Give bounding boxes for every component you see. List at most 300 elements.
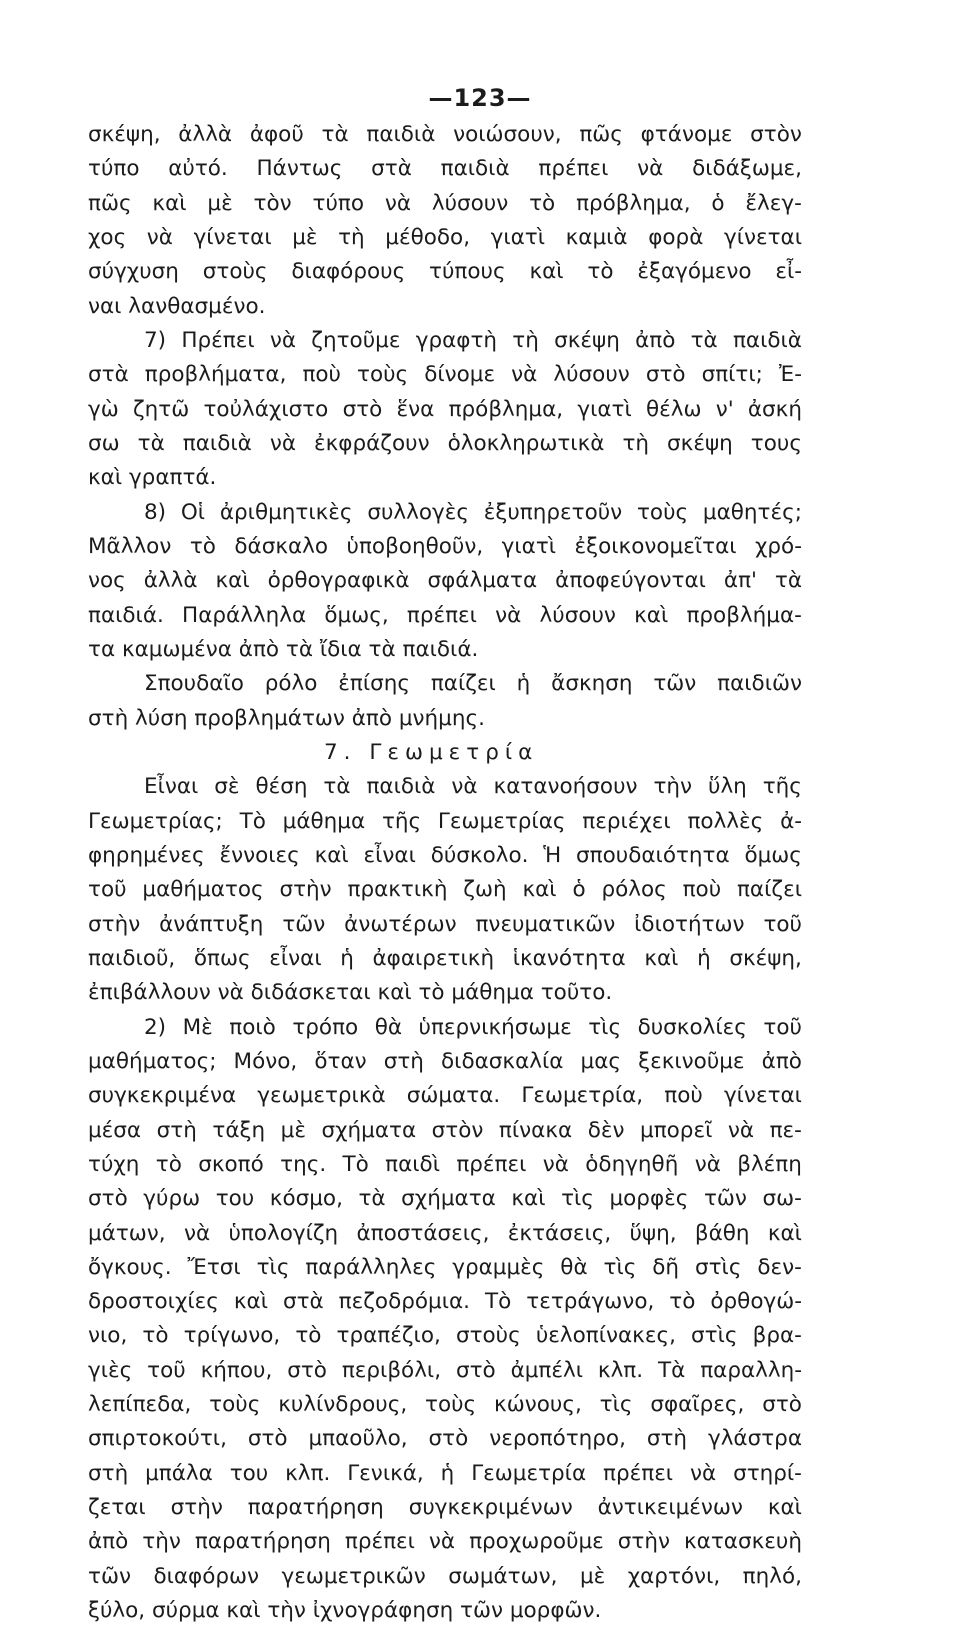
word: Τὸ — [239, 808, 266, 834]
word: ἀριθμητικὲς — [219, 499, 353, 525]
word: κώνους, — [494, 1392, 582, 1418]
word: τύπο — [312, 190, 364, 216]
word: ὕψη, — [629, 1220, 677, 1246]
text-line — [88, 1319, 802, 1353]
word: κόσμο, — [269, 1186, 343, 1212]
word: μὲ — [207, 190, 233, 216]
word: στὴ — [88, 1460, 129, 1486]
word: ἀπὸ — [88, 1529, 129, 1555]
word: ζωὴ — [463, 877, 507, 903]
word: γιὲς — [88, 1357, 133, 1383]
word: μας — [580, 1048, 621, 1074]
word: σω — [88, 430, 120, 456]
word: μὲ — [579, 1563, 606, 1589]
word: περιέχει — [582, 808, 671, 834]
text-line — [88, 118, 802, 152]
word: ἀπὸ — [635, 327, 676, 353]
word: τῶν — [88, 1563, 131, 1589]
word: σπιρτοκούτι, — [88, 1426, 227, 1452]
word: πρέπει — [406, 602, 477, 628]
word: διδασκαλία — [441, 1048, 564, 1074]
word: στὰ — [282, 1289, 324, 1315]
word: πρακτικὴ — [347, 877, 448, 903]
word: ἕνα — [396, 396, 435, 422]
word: ὕλη — [708, 774, 747, 800]
text-line: καὶ γραπτά. — [88, 465, 217, 491]
word: ἡ — [516, 671, 531, 697]
text-line — [88, 1491, 802, 1525]
word: 7) — [144, 327, 167, 353]
word: τὰ — [358, 1186, 386, 1212]
word: γὼ — [88, 396, 119, 422]
word: τραπέζιο, — [336, 1323, 441, 1349]
word: ἐπίσης — [338, 671, 410, 697]
word: παιδιὰ — [366, 122, 436, 147]
word: μπάλα — [145, 1460, 213, 1486]
word: ὄγκους. — [88, 1254, 172, 1280]
word: 8) — [144, 499, 167, 525]
word: ὀρθογραφικὰ — [267, 568, 410, 594]
word: τὶς — [256, 1254, 290, 1280]
word: πρέπει — [538, 156, 609, 182]
word: ὑποβοηθοῦν, — [346, 533, 484, 559]
word: παιδιὰ — [732, 327, 802, 353]
word: στὸ — [645, 362, 686, 388]
word: δροστοιχίες — [88, 1289, 219, 1315]
word: ἡ — [440, 1460, 455, 1486]
word: γεωμετρικὰ — [257, 1083, 386, 1109]
word: παρατήρηση — [194, 1529, 331, 1555]
word: Πρέπει — [181, 327, 255, 353]
word: νὰ — [727, 1117, 755, 1143]
word: ὑελοπίνακες, — [535, 1323, 676, 1349]
word: μέσα — [88, 1117, 142, 1143]
word: ἐξυπηρετοῦν — [483, 499, 623, 525]
word: τῶν — [703, 1186, 747, 1212]
word: κατανοήσουν — [493, 774, 638, 800]
word: μάθημα — [282, 808, 366, 834]
text-line — [88, 152, 802, 186]
text-line — [88, 942, 802, 976]
word: στὴ — [383, 1048, 424, 1074]
text-line — [88, 221, 802, 255]
word: ἐκτάσεις, — [507, 1220, 612, 1246]
word: καὶ — [522, 877, 557, 903]
word: λεπίπεδα, — [88, 1392, 192, 1418]
text-line — [88, 805, 802, 839]
text-line: τα καμωμένα ἀπὸ τὰ ἴδια τὰ παιδιά. — [88, 636, 479, 662]
word: σχήματα — [321, 1117, 417, 1143]
word: στὴν — [617, 1529, 671, 1555]
word: ἀσκή — [747, 396, 802, 422]
word: Ἡ — [543, 842, 562, 868]
word: παρατήρηση — [247, 1495, 384, 1521]
word: νὰ — [694, 1151, 721, 1177]
word: τὰ — [137, 430, 165, 456]
word: Τὰ — [658, 1357, 686, 1383]
word: τὸ — [587, 259, 614, 285]
word: μέθοδο, — [385, 224, 471, 250]
word: παιδὶ — [385, 1151, 440, 1177]
word: περιβόλι, — [341, 1357, 442, 1383]
word: τὴ — [338, 224, 365, 250]
word: στὰ — [88, 362, 129, 388]
word: βλέπη — [737, 1151, 802, 1177]
word: σχήματα — [401, 1186, 496, 1212]
word: μὲ — [292, 224, 318, 250]
word: ὅταν — [314, 1048, 367, 1074]
word: δάσκαλο — [234, 533, 329, 559]
word: διδάξωμε, — [692, 156, 802, 182]
word: ἀντικειμένων — [597, 1495, 743, 1521]
word: Γεωμετρίας; — [88, 808, 223, 834]
text-line — [88, 1148, 802, 1182]
word: γραμμὲς — [452, 1254, 545, 1280]
word: παίζει — [430, 671, 496, 697]
word: στὰ — [371, 156, 412, 182]
text-line — [88, 427, 802, 461]
word: Ἔτσι — [187, 1254, 241, 1280]
text-line — [88, 393, 802, 427]
word: Εἶναι — [144, 774, 199, 800]
word: φτάνομε — [640, 122, 733, 147]
word: ἰδιοτήτων — [634, 911, 745, 937]
word: σωμάτων, — [448, 1563, 558, 1589]
word: πρέπει — [603, 1460, 674, 1486]
word: στοὺς — [202, 259, 268, 285]
word: στὸ — [762, 1392, 802, 1418]
word: τὸ — [669, 1289, 696, 1315]
word: τάξη — [212, 1117, 266, 1143]
word: ἀλλὰ — [178, 122, 233, 147]
text-line — [88, 1251, 802, 1285]
word: γιατὶ — [501, 533, 557, 559]
word: τοὺς — [636, 499, 689, 525]
word: τὶς — [603, 1254, 637, 1280]
word: σκοπό — [198, 1151, 264, 1177]
word: σω- — [762, 1186, 802, 1212]
word: ἀμπέλι — [510, 1357, 583, 1383]
word: ποιὸ — [229, 1014, 276, 1040]
word: δῆ — [652, 1254, 680, 1280]
text-line — [88, 1388, 802, 1422]
word: στὸ — [287, 1357, 327, 1383]
word: ξεκινοῦμε — [638, 1048, 745, 1074]
word: νὰ — [146, 224, 173, 250]
word: πρέπει — [456, 1151, 527, 1177]
word: προβλήματα, — [144, 362, 287, 388]
word: ἀπ' — [723, 568, 757, 594]
word: τὸ — [189, 533, 216, 559]
word: τύπους — [429, 259, 506, 285]
word: τὴ — [512, 327, 539, 353]
word: ὑπερνικήσωμε — [418, 1014, 572, 1040]
word: ἐξαγόμενο — [637, 259, 752, 285]
word: ὑπολογίζη — [228, 1220, 339, 1246]
word: αὐτό. — [168, 156, 228, 182]
word: ὁ — [711, 190, 725, 216]
text-line — [88, 1560, 802, 1594]
word: τὰ — [323, 774, 351, 800]
text-line — [88, 1114, 802, 1148]
word: στὸ — [455, 1357, 496, 1383]
word: γλάστρα — [707, 1426, 802, 1452]
word: καὶ — [767, 1220, 802, 1246]
word: ν' — [715, 396, 734, 422]
word: τοῦ — [763, 1014, 802, 1040]
word: τὶς — [599, 1392, 633, 1418]
word: σφάλματα — [427, 568, 538, 594]
word: προχωροῦμε — [469, 1529, 604, 1555]
word: παράλληλες — [305, 1254, 437, 1280]
section-heading: 7. Γεωμετρία — [324, 739, 539, 765]
word: κατασκευὴ — [684, 1529, 802, 1555]
word: πολλὲς — [687, 808, 764, 834]
word: στὸν — [431, 1117, 484, 1143]
word: γίνεται — [723, 1083, 802, 1109]
word: ζητῶ — [132, 396, 190, 422]
word: κυλίνδρους, — [278, 1392, 408, 1418]
word: θέση — [255, 774, 308, 800]
word: νεροπότηρο, — [489, 1426, 626, 1452]
word: στὴ — [646, 1426, 688, 1452]
word: του — [215, 1186, 255, 1212]
word: ρόλος — [601, 877, 667, 903]
word: θὰ — [560, 1254, 588, 1280]
word: στὸν — [750, 122, 802, 147]
word: λύσουν — [539, 602, 616, 628]
word: εἶναι — [363, 842, 416, 868]
text-line — [88, 770, 802, 804]
word: τὰ — [321, 122, 349, 147]
word: δυσκολίες — [637, 1014, 747, 1040]
text-line — [88, 1079, 802, 1113]
word: βάθη — [694, 1220, 750, 1246]
word: εἶναι — [269, 945, 322, 971]
word: ἡ — [697, 945, 711, 971]
word: σὲ — [214, 774, 240, 800]
word: παιδιοῦ, — [88, 945, 176, 971]
word: τοὐλάχιστο — [203, 396, 329, 422]
word: σύγχυση — [88, 259, 179, 285]
word: στὴν — [279, 877, 332, 903]
word: ἔννοιες — [219, 842, 300, 868]
word: στὸ — [342, 396, 383, 422]
text-line — [88, 1422, 802, 1456]
word: πῶς — [579, 122, 623, 147]
word: ὅπως — [193, 945, 251, 971]
text-line — [88, 1045, 802, 1079]
word: παιδιὰ — [182, 430, 252, 456]
word: νὰ — [542, 1151, 569, 1177]
word: καὶ — [233, 1289, 268, 1315]
word: τὶς — [588, 1014, 622, 1040]
word: ζητοῦμε — [311, 327, 401, 353]
word: τρόπο — [292, 1014, 359, 1040]
word: Τὸ — [342, 1151, 369, 1177]
word: σκέψη, — [729, 945, 802, 971]
word: δεν- — [757, 1254, 802, 1280]
word: πίνακα — [498, 1117, 573, 1143]
word: σπίτι; — [701, 362, 763, 388]
word: ἔλεγ- — [745, 190, 802, 216]
word: καὶ — [511, 1186, 546, 1212]
word: καμιὰ — [565, 224, 628, 250]
word: Πάντως — [256, 156, 343, 182]
text-line — [88, 1217, 802, 1251]
word: μπορεῖ — [640, 1117, 713, 1143]
word: τὰ — [690, 327, 718, 353]
word: χρό- — [754, 533, 802, 559]
text-line: ξύλο, σύρμα καὶ τὴν ἰχνογράφηση τῶν μορφῶν. — [88, 1598, 602, 1624]
text-line — [88, 1011, 802, 1045]
word: παιδιῶν — [717, 671, 802, 697]
word: πηλό, — [742, 1563, 802, 1589]
word: ἄσκηση — [551, 671, 633, 697]
word: εἶ- — [775, 259, 802, 285]
word: τὸ — [529, 190, 556, 216]
word: φηρημένες — [88, 842, 205, 868]
word: παιδιὰ — [366, 774, 436, 800]
word: κλπ. — [285, 1460, 331, 1486]
text-line — [88, 530, 802, 564]
word: μὲ — [280, 1117, 306, 1143]
word: κήπου, — [200, 1357, 273, 1383]
word: τοὺς — [209, 1392, 261, 1418]
word: νὰ — [511, 362, 538, 388]
word: ἀφοῦ — [249, 122, 304, 147]
word: στηρί- — [733, 1460, 802, 1486]
word: τῶν — [653, 671, 697, 697]
word: μορφὲς — [609, 1186, 689, 1212]
word: μαθήματος; — [88, 1048, 217, 1074]
word: στὴ — [156, 1117, 197, 1143]
word: τὸ — [295, 1323, 322, 1349]
word: ἀ- — [780, 808, 802, 834]
word: λύσουν — [553, 362, 630, 388]
word: νὰ — [637, 156, 664, 182]
text-line — [88, 496, 802, 530]
word: πεζοδρόμια. — [338, 1289, 471, 1315]
word: στὶς — [691, 1323, 738, 1349]
word: παιδιά. — [88, 602, 164, 628]
word: τύχη — [88, 1151, 140, 1177]
word: ὁλοκληρωτικὰ — [447, 430, 605, 456]
word: τετράγωνο, — [526, 1289, 655, 1315]
word: ἀποστάσεις, — [356, 1220, 490, 1246]
word: λύσουν — [431, 190, 509, 216]
text-line — [88, 1354, 802, 1388]
word: τῆς — [762, 774, 802, 800]
word: νοιώσουν, — [453, 122, 562, 147]
word: ὁδηγηθῆ — [585, 1151, 679, 1177]
word: σώματα. — [406, 1083, 501, 1109]
word: ἀνάπτυξη — [159, 911, 264, 937]
word: πρόβλημα, — [448, 396, 564, 422]
text-line — [88, 839, 802, 873]
word: πε- — [769, 1117, 802, 1143]
text-line — [88, 1457, 802, 1491]
word: μαθήματος — [142, 877, 264, 903]
word: Παράλληλα — [182, 602, 307, 628]
word: μαθητές; — [702, 499, 802, 525]
text-line — [88, 1525, 802, 1559]
word: γεωμετρικῶν — [281, 1563, 426, 1589]
word: ζεται — [88, 1495, 146, 1521]
text-line — [88, 667, 802, 701]
word: τὴν — [142, 1529, 181, 1555]
word: τοὺς — [357, 362, 409, 388]
word: ρόλο — [264, 671, 318, 697]
word: τοῦ — [763, 911, 802, 937]
word: 2) — [144, 1014, 167, 1040]
word: θὰ — [374, 1014, 403, 1040]
text-line — [88, 908, 802, 942]
word: νὰ — [428, 1529, 456, 1555]
word: ἀποφεύγονται — [555, 568, 706, 594]
word: ἐξοικονομεῖται — [574, 533, 737, 559]
text-line — [88, 358, 802, 392]
text-line — [88, 324, 802, 358]
word: καὶ — [644, 945, 679, 971]
word: Τὸ — [484, 1289, 512, 1315]
word: ποὺ — [682, 877, 722, 903]
word: του — [229, 1460, 269, 1486]
word: τὸ — [155, 1151, 182, 1177]
word: καὶ — [152, 190, 187, 216]
word: ἀνωτέρων — [344, 911, 457, 937]
word: Γεωμετρίας — [437, 808, 566, 834]
word: τὶς — [561, 1186, 594, 1212]
word: τρίγωνο, — [183, 1323, 281, 1349]
word: ὅμως — [744, 842, 802, 868]
word: τοῦ — [147, 1357, 186, 1383]
word: γραφτὴ — [415, 327, 498, 353]
text-line — [88, 599, 802, 633]
word: τὰ — [774, 568, 802, 594]
text-line — [88, 1285, 802, 1319]
word: ὀρθογώ- — [710, 1289, 802, 1315]
word: στὸ — [88, 1186, 128, 1212]
word: συγκεκριμένων — [408, 1495, 573, 1521]
word: ποὺ — [664, 1083, 703, 1109]
word: βρα- — [752, 1323, 802, 1349]
word: τους — [750, 430, 802, 456]
word: τοῦ — [88, 877, 127, 903]
word: τύπο — [88, 156, 140, 182]
word: κλπ. — [597, 1357, 644, 1383]
page-number: —123— — [428, 84, 532, 112]
word: στὴν — [88, 911, 141, 937]
word: νὰ — [384, 190, 412, 216]
word: σπουδαιότητα — [576, 842, 730, 868]
word: στὸ — [247, 1426, 288, 1452]
word: Γεωμετρία — [471, 1460, 587, 1486]
word: δὲν — [587, 1117, 625, 1143]
word: τὴ — [622, 430, 650, 456]
text-line — [88, 564, 802, 598]
word: πρέπει — [344, 1529, 415, 1555]
word: γύρω — [143, 1186, 201, 1212]
word: νος — [88, 568, 126, 594]
word: Μᾶλλον — [88, 533, 172, 559]
word: νὰ — [451, 774, 478, 800]
word: ὅμως, — [324, 602, 389, 628]
word: προβλήμα- — [686, 602, 802, 628]
word: στοὺς — [455, 1323, 521, 1349]
word: ἀπὸ — [761, 1048, 802, 1074]
word: παιδιὰ — [440, 156, 510, 182]
